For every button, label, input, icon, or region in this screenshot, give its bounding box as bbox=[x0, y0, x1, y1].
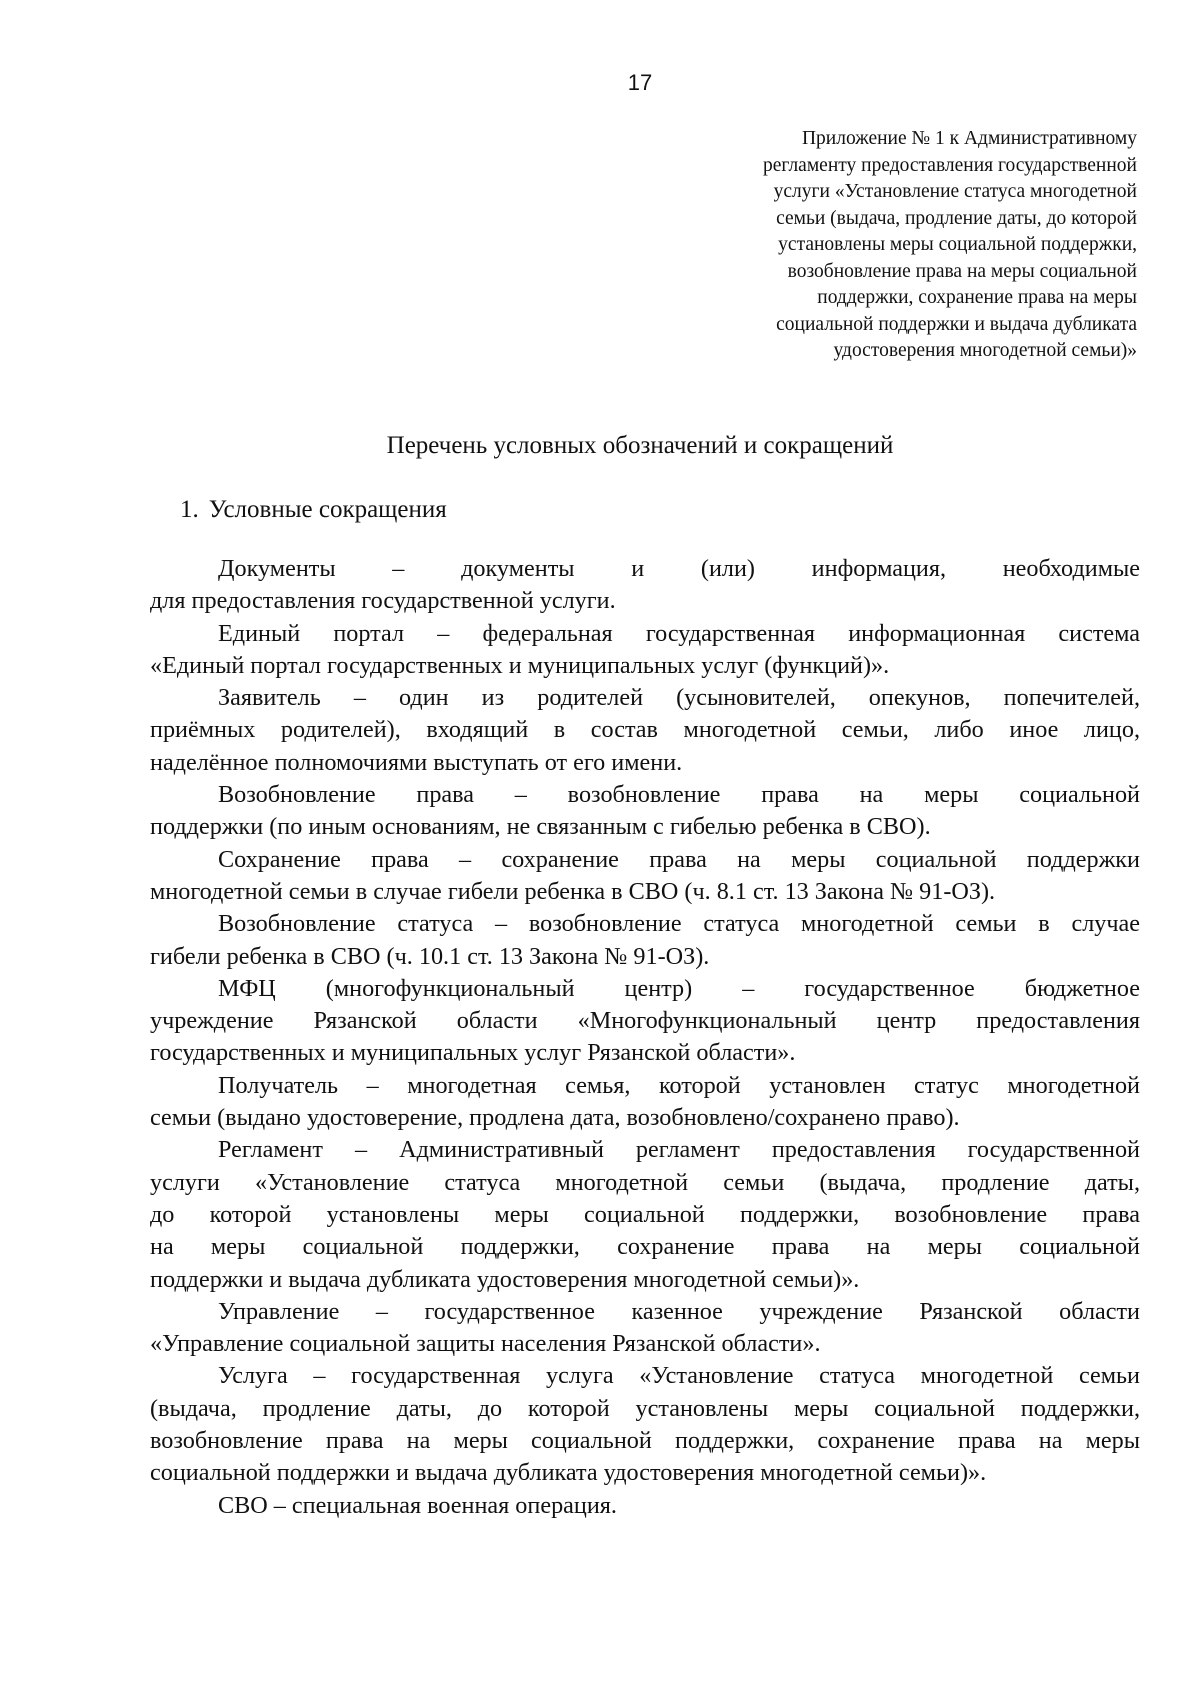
appendix-line: установлены меры социальной поддержки, bbox=[778, 234, 1137, 255]
appendix-line: семьи (выдача, продление даты, до которой bbox=[776, 207, 1137, 229]
definition-line: поддержки и выдача дубликата удостоверения многодетной семьи)». bbox=[150, 1265, 860, 1293]
definition-paragraph bbox=[150, 1296, 1140, 1361]
definition-paragraph bbox=[150, 973, 1140, 1070]
appendix-line: удостоверения многодетной семьи)» bbox=[833, 340, 1137, 361]
definition-paragraph bbox=[150, 1360, 1140, 1489]
definition-line: семьи (выдано удостоверение, продлена дата, возобновлено/сохранено право). bbox=[150, 1104, 960, 1132]
document-title: Перечень условных обозначений и сокращений bbox=[386, 432, 894, 459]
definitions-list bbox=[150, 553, 1140, 1522]
definition-line: Единый портал – федеральная государственная информационная система bbox=[218, 619, 1140, 647]
definition-paragraph bbox=[150, 618, 1140, 683]
appendix-line: социальной поддержки и выдача дубликата bbox=[776, 313, 1137, 335]
definition-line: СВО – специальная военная операция. bbox=[218, 1491, 617, 1519]
definition-paragraph bbox=[150, 779, 1140, 844]
definition-line: для предоставления государственной услуги. bbox=[150, 587, 616, 615]
appendix-header bbox=[637, 126, 1137, 365]
definition-line: услуги «Установление статуса многодетной семьи (выдача, продление даты, bbox=[150, 1168, 1140, 1196]
definition-line: государственных и муниципальных услуг Рязанской области». bbox=[150, 1039, 796, 1067]
definition-line: наделённое полномочиями выступать от его имени. bbox=[150, 748, 683, 776]
definition-line: Сохранение права – сохранение права на меры социальной поддержки bbox=[218, 845, 1140, 873]
definition-paragraph bbox=[150, 553, 1140, 618]
definition-line: Заявитель – один из родителей (усыновителей, опекунов, попечителей, bbox=[218, 684, 1140, 712]
definition-line: Услуга – государственная услуга «Установление статуса многодетной семьи bbox=[218, 1362, 1140, 1390]
definition-paragraph bbox=[150, 682, 1140, 779]
page-number: 17 bbox=[627, 70, 653, 95]
definition-line: гибели ребенка в СВО (ч. 10.1 ст. 13 Закона № 91-ОЗ). bbox=[150, 942, 710, 970]
definition-line: возобновление права на меры социальной поддержки, сохранение права на меры bbox=[150, 1427, 1140, 1455]
definition-line: приёмных родителей), входящий в состав многодетной семьи, либо иное лицо, bbox=[150, 716, 1140, 744]
definition-line: «Единый портал государственных и муниципальных услуг (функций)». bbox=[150, 651, 890, 679]
definition-paragraph bbox=[150, 908, 1140, 973]
definition-line: социальной поддержки и выдача дубликата удостоверения многодетной семьи)». bbox=[150, 1459, 987, 1487]
appendix-line: поддержки, сохранение права на меры bbox=[817, 287, 1137, 308]
section-heading bbox=[180, 496, 447, 524]
definition-line: Управление – государственное казенное учреждение Рязанской области bbox=[218, 1297, 1140, 1325]
definition-line: на меры социальной поддержки, сохранение права на меры социальной bbox=[150, 1233, 1140, 1261]
definition-paragraph bbox=[150, 844, 1140, 909]
definition-paragraph bbox=[150, 1490, 1140, 1522]
appendix-line: регламенту предоставления государственной bbox=[763, 154, 1137, 176]
definition-line: учреждение Рязанской области «Многофункциональный центр предоставления bbox=[150, 1007, 1140, 1035]
definition-line: Получатель – многодетная семья, которой установлен статус многодетной bbox=[218, 1071, 1140, 1099]
definition-line: многодетной семьи в случае гибели ребенка в СВО (ч. 8.1 ст. 13 Закона № 91-ОЗ). bbox=[150, 877, 996, 905]
definition-line: до которой установлены меры социальной поддержки, возобновление права bbox=[150, 1200, 1140, 1228]
section-number: 1. bbox=[180, 496, 199, 523]
section-heading-text: Условные сокращения bbox=[208, 496, 447, 523]
appendix-line: Приложение № 1 к Административному bbox=[801, 128, 1137, 149]
appendix-line: услуги «Установление статуса многодетной bbox=[773, 181, 1137, 202]
definition-line: Документы – документы и (или) информация, необходимые bbox=[218, 555, 1140, 582]
definition-line: Возобновление статуса – возобновление статуса многодетной семьи в случае bbox=[218, 910, 1140, 938]
appendix-line: возобновление права на меры социальной bbox=[787, 260, 1137, 282]
definition-line: поддержки (по иным основаниям, не связанным с гибелью ребенка в СВО). bbox=[150, 813, 931, 841]
definition-paragraph bbox=[150, 1134, 1140, 1295]
definition-line: (выдача, продление даты, до которой установлены меры социальной поддержки, bbox=[150, 1394, 1140, 1422]
definition-line: Регламент – Административный регламент предоставления государственной bbox=[218, 1136, 1140, 1164]
definition-line: Возобновление права – возобновление права на меры социальной bbox=[218, 781, 1140, 809]
definition-paragraph bbox=[150, 1070, 1140, 1135]
definition-line: «Управление социальной защиты населения Рязанской области». bbox=[150, 1330, 821, 1358]
definition-line: МФЦ (многофункциональный центр) – государственное бюджетное bbox=[218, 974, 1140, 1002]
